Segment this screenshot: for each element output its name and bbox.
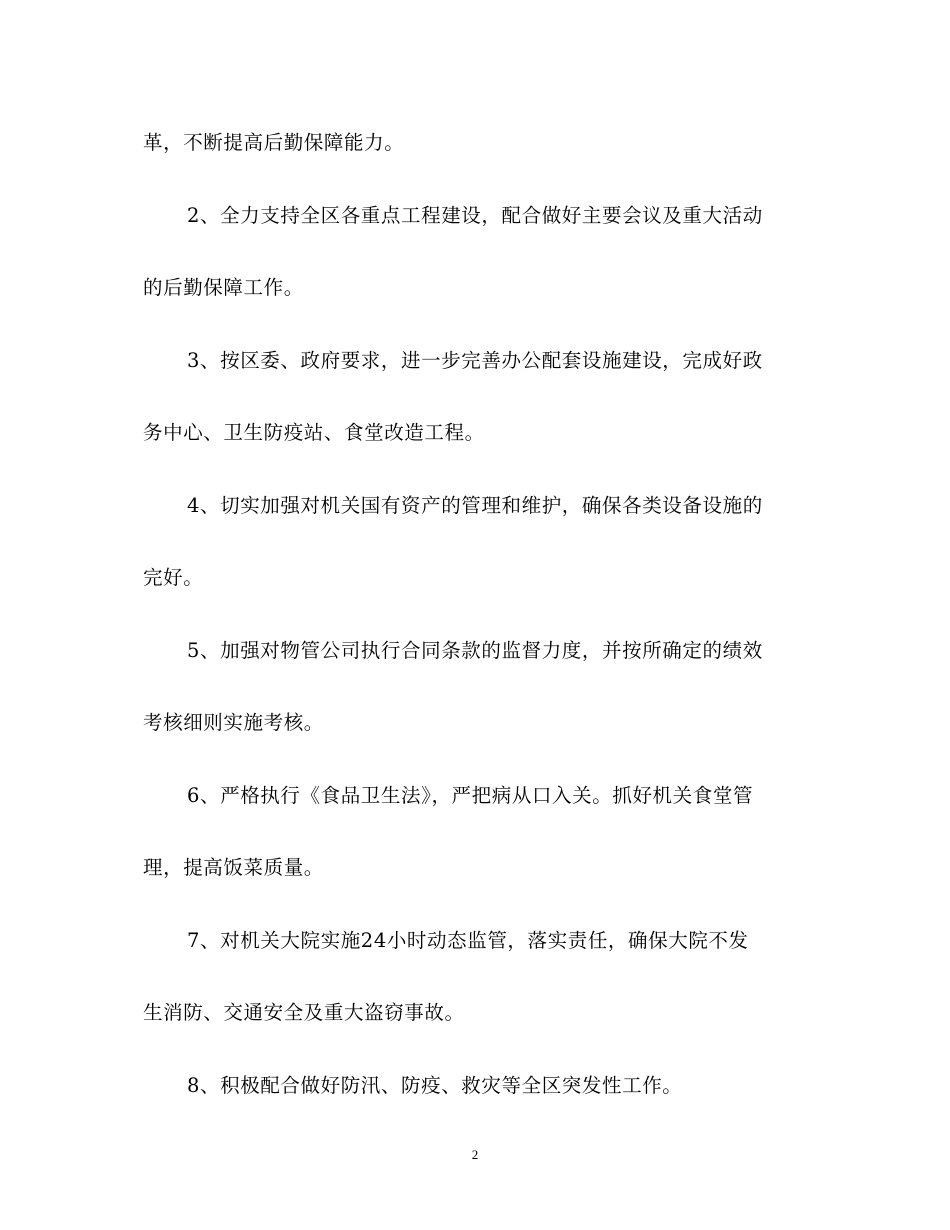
page-number: 2: [471, 1147, 479, 1162]
text-line-10: 6、严格执行《食品卫生法》，严把病从口入关。抓好机关食堂管: [187, 784, 754, 807]
text-line-12: 7、对机关大院实施24小时动态监管，落实责任，确保大院不发: [187, 929, 749, 952]
text-line-11: 理，提高饭菜质量。: [143, 856, 324, 879]
text-line-14: 8、积极配合做好防汛、防疫、救灾等全区突发性工作。: [187, 1074, 683, 1097]
text-line-2: 2、全力支持全区各重点工程建设，配合做好主要会议及重大活动: [187, 204, 763, 227]
text-line-5: 务中心、卫生防疫站、食堂改造工程。: [143, 421, 485, 444]
text-line-3: 的后勤保障工作。: [143, 276, 304, 299]
text-line-4: 3、按区委、政府要求，进一步完善办公配套设施建设，完成好政: [187, 349, 763, 372]
text-line-13: 生消防、交通安全及重大盗窃事故。: [143, 1001, 465, 1024]
text-line-1: 革，不断提高后勤保障能力。: [143, 131, 405, 154]
text-line-8: 5、加强对物管公司执行合同条款的监督力度，并按所确定的绩效: [187, 639, 763, 662]
text-line-7: 完好。: [143, 566, 204, 589]
text-line-6: 4、切实加强对机关国有资产的管理和维护，确保各类设备设施的: [187, 494, 763, 517]
text-line-9: 考核细则实施考核。: [143, 711, 324, 734]
